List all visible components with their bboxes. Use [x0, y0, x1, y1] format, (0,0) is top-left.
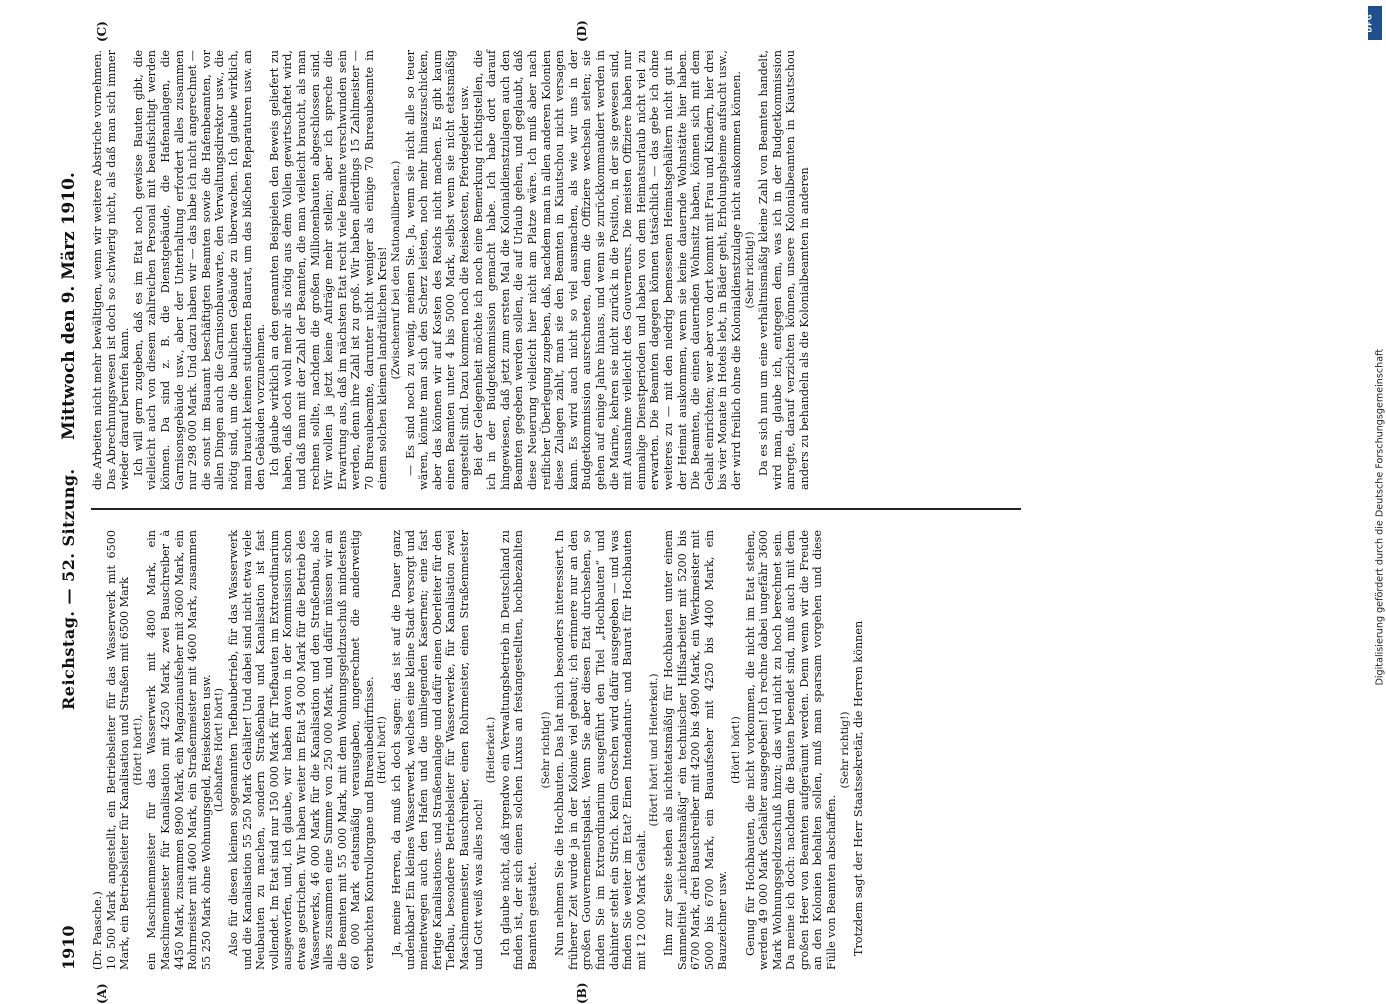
paragraph: Da es sich nun um eine verhältnismäßig kleine Zahl von Beamten handelt, wird man, glaube ich, entgegen dem, was ich in der Budgetkommission anregte, darauf verzichten können, unsere Kolonialbeamten in Kiautschou anders zu behandeln als die Kolonialbeamten in anderen	[757, 50, 811, 490]
interjection: (Sehr richtig!)	[744, 50, 758, 490]
paragraph: Ich glaube nicht, daß irgendwo ein Verwaltungsbetrieb in Deutschland zu finden ist, der sich einen solchen Luxus an festangestellten, hochbezahlten Beamten gestattet.	[499, 530, 540, 970]
digitization-credit: Digitalisierung gefördert durch die Deutsche Forschungsgemeinschaft	[1375, 346, 1386, 686]
page-header	[55, 10, 85, 970]
paragraph: Ich glaube wirklich an den genannten Beispielen den Beweis geliefert zu haben, daß doch wohl mehr als nötig aus dem Vollen gewirtschaftet wird, und daß man mit der Zahl der Beamten, die man vielleicht braucht, als man rechnen sollte, nachdem die großen Millionenbauten abgeschlossen sind. Wir wollen ja jetzt keine Anträge mehr stellen; aber ich spreche die Erwartung aus, daß im nächsten Etat recht viele Beamte verschwunden sein werden, denn ihre Zahl ist zu groß. Wir haben allerdings 15 Zahlmeister — 70 Bureaubeamte, darunter nicht weniger als einige 70 Bureaubeamte in einem solchen kleinen landrätlichen Kreis!	[268, 50, 390, 490]
column-divider	[91, 508, 1021, 510]
paragraph: Nun nehmen Sie die Hochbauten. Das hat mich besonders interessiert. In früherer Zeit wurde ja in der Kolonie viel gebaut; ich erinnere nur an den großen Gouvernementspalast. Wenn Sie aber diesen Etat durchsehen, so finden Sie im Extraordinarium ausgeführt den Titel „Hochbauten“ und dahinter steht ein Strich. Kein Groschen wird dafür ausgegeben — und was finden Sie weiter im Etat? Einen Intendantur- und Baurat für Hochbauten mit 12 000 Mark Gehalt.	[553, 530, 648, 970]
paragraph: Ihm zur Seite stehen als nichtetatsmäßig für Hochbauten unter einem Sammeltitel „nichtetatsmäßig“ ein technischer Hilfsarbeiter mit 5200 bis 6700 Mark, drei Bauschreiber mit 4200 bis 4900 Mark, ein Werkmeister mit 5000 bis 6700 Mark, ein Bauaufseher mit 4250 bis 4400 Mark, ein Bauzeichner usw.	[662, 530, 730, 970]
document-page	[55, 10, 1305, 970]
paragraph: — Es sind noch zu wenig, meinen Sie. Ja, wenn sie nicht alle so teuer wären, könnte man sich den Scherz leisten, noch mehr hinauszuschicken, aber das können wir auf Kosten des Reichs nicht machen. Es gibt kaum einen Beamten unter 4 bis 5000 Mark, selbst wenn sie nicht etatsmäßig angestellt sind. Dazu kommen noch die Reisekosten, Pferdegelder usw.	[404, 50, 472, 490]
paragraph: Also für diesen kleinen sogenannten Tiefbaubetrieb, für das Wasserwerk und die Kanalisation 55 250 Mark Gehälter! Und dabei sind nicht etwa viele Neubauten zu machen, sondern Straßenbau und Kanalisation ist fast vollendet. Im Etat sind nur 150 000 Mark für Tiefbauten im Extraordinarium ausgeworfen, und, ich glaube, wir haben davon in der Kommission schon etwas gestrichen. Wir haben weiter im Etat 54 000 Mark für die Betrieb des Wasserwerks, 46 000 Mark für die Kanalisation und den Straßenbau, also alles zusammen eine Summe von 250 000 Mark, und dafür müssen wir an die Beamten mit 55 000 Mark, mit dem Wohnungsgeldzuschuß mindestens 60 000 Mark etatsmäßig verausgaben, ungerechnet die anderweitig verbuchten Kontrollorgane und Bureaubedürfnisse.	[227, 530, 377, 970]
paragraph: Ja, meine Herren, da muß ich doch sagen: das ist auf die Dauer ganz undenkbar! Ein kleines Wasserwerk, welches eine kleine Stadt versorgt und meinetwegen auch den Hafen und die umliegenden Kasernen; eine fast fertige Kanalisations- und Straßenanlage und dafür einen Oberleiter für den Tiefbau, besondere Betriebsleiter für Wasserwerke, für Kanalisation zwei Maschinenmeister, Bauschreiber, einen Rohrmeister, einen Straßenmeister und Gott weiß was alles noch!	[390, 530, 485, 970]
header-year: 1910	[59, 925, 78, 970]
interjection: (Heiterkeit.)	[485, 530, 499, 970]
margin-marker-a: (A)	[95, 983, 109, 1004]
interjection: (Sehr richtig!)	[540, 530, 554, 970]
paragraph: (Dr. Paasche.)	[91, 530, 105, 970]
margin-marker-c: (C)	[95, 21, 109, 42]
text-column-left	[91, 530, 866, 970]
paragraph: Trotzdem sagt der Herr Staatssekretär, die Herren können	[852, 530, 866, 970]
paragraph: ein Maschinenmeister für das Wasserwerk mit 4800 Mark, ein Maschinenmeister für Kanalisation mit 4250 Mark, zwei Bauschreiber à 4450 Mark, zusammen 8900 Mark, ein Magazinaufseher mit 3600 Mark, ein Rohrmeister mit 4600 Mark, ein Straßenmeister mit 4600 Mark, zusammen 55 250 Mark ohne Wohnungsgeld, Reisekosten usw.	[145, 530, 213, 970]
header-publication: Reichstag. — 52. Sitzung.	[59, 468, 78, 710]
interjection: (Hört! hört!)	[376, 530, 390, 970]
interjection: (Hört! hört!)	[730, 530, 744, 970]
text-column-right	[91, 50, 811, 490]
margin-marker-d: (D)	[575, 20, 589, 42]
paragraph: Ich will gern zugeben, daß es im Etat noch gewisse Bauten gibt, die vielleicht auch von diesem zahlreichen Personal mit beaufsichtigt werden können. Da sind z. B. die Dienstgebäude, die Hafenanlagen, die Garnisonsgebäude usw., aber der Unterhaltung erfordert alles zusammen nur 298 000 Mark. Und dazu haben wir — das habe ich nicht angerechnet — die sonst im Bauamt beschäftigten Beamten sowie die Hafenbeamten, vor allen Dingen auch die Garnisonbauwarte, den Verwaltungsdirektor usw., die nötig sind, um die baulichen Gebäude zu überwachen. Ich glaube wirklich, man braucht keinen studierten Baurat, um das bißchen Reparaturen usw. an den Gebäuden vorzunehmen.	[132, 50, 268, 490]
interjection: (Lebhaftes Hört! hört!)	[213, 530, 227, 970]
paragraph: 10 500 Mark angestellt, ein Betriebsleiter für das Wasserwerk mit 6500 Mark, ein Betriebsleiter für Kanalisation und Straßen mit 6500 Mark	[105, 530, 132, 970]
paragraph: Bei der Gelegenheit möchte ich noch eine Bemerkung richtigstellen, die ich in der Budgetkommission gemacht habe. Ich habe dort darauf hingewiesen, daß jetzt zum ersten Mal die Kolonialdienstzulagen auch den Beamten gegeben werden sollen, die auf Urlaub gehen, und geglaubt, daß diese Neuerung vielleicht hier nicht am Platze wäre. Ich muß aber nach reiflicher Überlegung zugeben, daß, nachdem man in allen anderen Kolonien diese Zulagen zahlt, man sie den Beamten in Kiautschou nicht versagen kann. Es wird auch nicht so viel ausmachen, als wie wir uns in der Budgetkommission ausrechneten, denn die Offiziere wechseln selten; sie gehen auf einige Jahre hinaus, und wenn sie zurückkommandiert werden in die Marine, kehren sie nicht zurück in die Position, in der sie gewesen sind, mit Ausnahme vielleicht des Gouverneurs. Die meisten Offiziere haben nur einmalige Dienstperioden und haben von dem Heimatsurlaub nicht viel zu erwarten. Die Beamten dagegen können tatsächlich — das gebe ich ohne weiteres zu — mit den niedrig bemessenen Heimatsgehältern nicht gut in der Heimat auskommen, wenn sie keine dauernde Wohnstätte hier haben. Die Beamten, die einen dauernden Wohnsitz haben, können sich mit dem Gehalt einrichten; wer aber von dort kommt mit Frau und Kindern, hier drei bis vier Monate in Hotels lebt, in Bäder geht, Erholungsheime aufsucht usw., der wird freilich ohne die Kolonialdienstzulage nicht auskommen können.	[472, 50, 744, 490]
interjection: (Zwischenruf bei den Nationalliberalen.)	[390, 50, 404, 490]
interjection: (Sehr richtig!)	[839, 530, 853, 970]
paragraph: Genug für Hochbauten, die nicht vorkommen, die nicht im Etat stehen, werden 49 000 Mark Gehälter ausgegeben! Ich rechne dabei ungefähr 3600 Mark Wohnungsgeldzuschuß hinzu; das wird nicht zu hoch berechnet sein. Da meine ich doch: nachdem die Bauten beendet sind, muß auch mit dem großen Heer von Beamten aufgeräumt werden. Denn wenn wir die Freude an den Kolonien behalten sollen, muß man sparsam vorgehen und diese Fülle von Beamten abschaffen.	[744, 530, 839, 970]
margin-marker-b: (B)	[575, 983, 589, 1004]
dfg-logo: DFG	[1368, 6, 1382, 40]
header-date: Mittwoch den 9. März 1910.	[59, 172, 79, 440]
interjection: (Hört! hört!),	[132, 530, 146, 970]
interjection: (Hört! hört! und Heiterkeit.)	[648, 530, 662, 970]
paragraph: die Arbeiten nicht mehr bewältigen, wenn wir weitere Abstriche vornehmen. Das Abrechnungswesen ist doch so schwierig nicht, als daß man sich immer wieder darauf berufen kann.	[91, 50, 132, 490]
